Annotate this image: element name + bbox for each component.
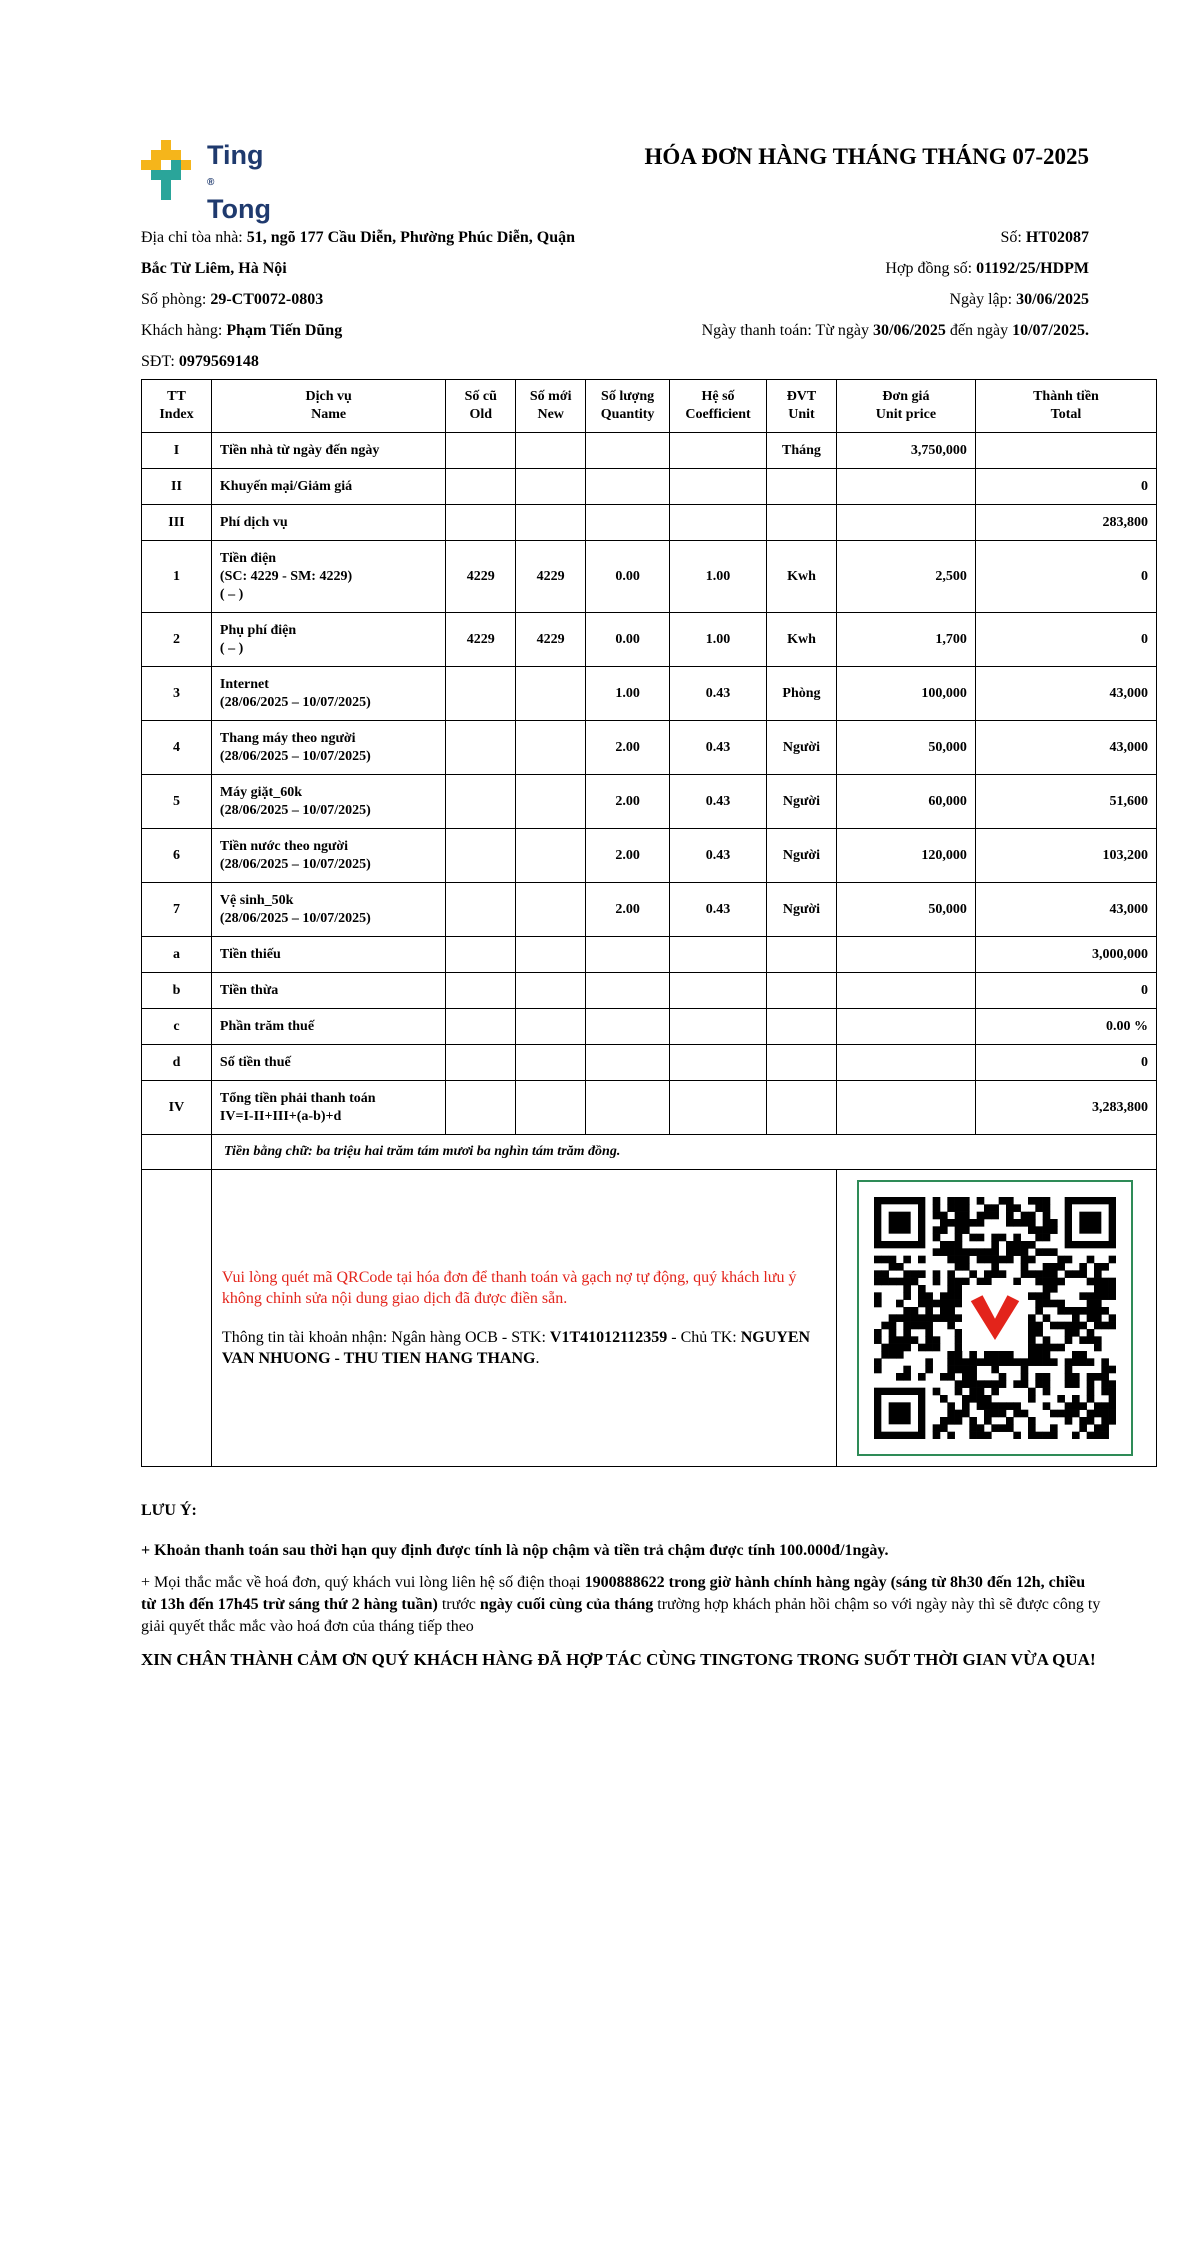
cell-idx: 2 [142,613,212,667]
cell-unit: Người [767,775,837,829]
cell-price: 50,000 [836,883,975,937]
cell-qty: 2.00 [586,829,670,883]
cell-unit [767,937,837,973]
cell-new: 4229 [516,613,586,667]
cell-price: 50,000 [836,721,975,775]
invoice-title: HÓA ĐƠN HÀNG THÁNG THÁNG 07-2025 [644,144,1089,169]
cell-coef [670,433,767,469]
cell-idx: d [142,1045,212,1081]
table-row [142,1009,1157,1045]
cell-total: 43,000 [975,667,1156,721]
logo-wordmark: Ting ® Tong [207,140,271,224]
cell-unit: Người [767,829,837,883]
cell-coef: 0.43 [670,721,767,775]
cell-unit: Kwh [767,613,837,667]
cell-new [516,1081,586,1135]
cell-total: 43,000 [975,721,1156,775]
column-header: Số lượng Quantity [586,380,670,433]
cell-coef [670,937,767,973]
qr-code-icon [874,1197,1116,1439]
table-row [142,775,1157,829]
cell-old [446,829,516,883]
cell-name: Vệ sinh_50k (28/06/2025 – 10/07/2025) [211,883,445,937]
cell-coef: 1.00 [670,613,767,667]
notes-label: LƯU Ý: [141,1502,197,1519]
inquiry-note: + Mọi thắc mắc về hoá đơn, quý khách vui lòng liên hệ số điện thoại 1900888622 trong giờ hành chính hàng ngày (sáng từ 8h30 đến 12h, chiều từ 13h đến 17h45 trừ sáng thứ 2 hàng tuần) trước ngày cuối cùng của tháng trường hợp khách phản hồi chậm so với ngày này thì sẽ được công ty giải quyết thắc mắc vào hoá đơn của tháng tiếp theo [141,1574,1101,1635]
cell-qty [586,1045,670,1081]
cell-name: Tiền thừa [211,973,445,1009]
customer-line: Khách hàng: Phạm Tiến Dũng [141,322,343,339]
column-header: Dịch vụ Name [211,380,445,433]
amount-in-words: Tiền bằng chữ: ba triệu hai trăm tám mươi ba nghìn tám trăm đồng. [211,1135,1156,1170]
address-line1: Địa chỉ tòa nhà: 51, ngõ 177 Cầu Diễn, Phường Phúc Diễn, Quận [141,229,576,246]
table-row [142,829,1157,883]
table-row [142,667,1157,721]
invoice-number-line: Số: HT02087 [1000,229,1089,246]
cell-coef [670,1081,767,1135]
cell-name: Internet (28/06/2025 – 10/07/2025) [211,667,445,721]
cell-coef: 0.43 [670,829,767,883]
cell-old [446,1009,516,1045]
table-row [142,469,1157,505]
cell-unit: Người [767,883,837,937]
cell-idx: IV [142,1081,212,1135]
cell-new [516,937,586,973]
table-row [142,1081,1157,1135]
cell-unit [767,1081,837,1135]
cell-idx: b [142,973,212,1009]
cell-idx: II [142,469,212,505]
cell-old [446,721,516,775]
cell-total: 43,000 [975,883,1156,937]
column-header: Số mới New [516,380,586,433]
cell-total: 0 [975,973,1156,1009]
cell-price [836,505,975,541]
column-header: Hệ số Coefficient [670,380,767,433]
cell-qty: 2.00 [586,775,670,829]
invoice-table [141,379,1157,1467]
payment-period-line: Ngày thanh toán: Từ ngày 30/06/2025 đến ngày 10/07/2025. [701,322,1089,339]
cell-idx: 1 [142,541,212,613]
cell-qty: 0.00 [586,541,670,613]
room-line: Số phòng: 29-CT0072-0803 [141,291,324,308]
table-row [142,433,1157,469]
cell-coef [670,469,767,505]
cell-idx: 3 [142,667,212,721]
cell-new [516,883,586,937]
cell-old [446,1045,516,1081]
cell-qty [586,469,670,505]
cell-new: 4229 [516,541,586,613]
notes-section [141,1500,1101,1671]
cell-coef: 0.43 [670,667,767,721]
cell-name: Tổng tiền phải thanh toán IV=I-II+III+(a-b)+d [211,1081,445,1135]
bank-account-info: Thông tin tài khoản nhận: Ngân hàng OCB - STK: V1T41012112359 - Chủ TK: NGUYEN VAN NHUONG - THU TIEN HANG THANG. [221,1329,811,1367]
cell-name: Số tiền thuế [211,1045,445,1081]
cell-new [516,469,586,505]
payment-instructions [211,1170,836,1467]
column-header: ĐVT Unit [767,380,837,433]
cell-qty [586,973,670,1009]
cell-old [446,433,516,469]
cell-unit: Người [767,721,837,775]
cell-price: 2,500 [836,541,975,613]
cell-qty: 1.00 [586,667,670,721]
cell-new [516,1009,586,1045]
cell-qty: 2.00 [586,721,670,775]
cell-name: Phí dịch vụ [211,505,445,541]
cell-total: 3,000,000 [975,937,1156,973]
logo-mark-icon [141,140,201,202]
cell-total: 0.00 % [975,1009,1156,1045]
cell-name: Máy giặt_60k (28/06/2025 – 10/07/2025) [211,775,445,829]
cell-total: 0 [975,613,1156,667]
cell-coef [670,1045,767,1081]
cell-unit: Phòng [767,667,837,721]
cell-name: Tiền nước theo người (28/06/2025 – 10/07/2025) [211,829,445,883]
qr-notice: Vui lòng quét mã QRCode tại hóa đơn để thanh toán và gạch nợ tự động, quý khách lưu ý không chỉnh sửa nội dung giao dịch đã được điền sẵn. [221,1269,797,1307]
cell-total: 0 [975,541,1156,613]
cell-old [446,1081,516,1135]
cell-new [516,775,586,829]
cell-unit [767,1009,837,1045]
column-header: Số cũ Old [446,380,516,433]
cell-idx: 6 [142,829,212,883]
table-row [142,883,1157,937]
cell-old [446,883,516,937]
cell-price: 3,750,000 [836,433,975,469]
cell-idx: c [142,1009,212,1045]
table-row [142,541,1157,613]
cell-price [836,973,975,1009]
cell-idx: 4 [142,721,212,775]
cell-idx: 5 [142,775,212,829]
invoice-meta [529,222,1089,346]
cell-idx: I [142,433,212,469]
column-header: Thành tiền Total [975,380,1156,433]
cell-unit: Tháng [767,433,837,469]
cell-unit [767,1045,837,1081]
table-row [142,937,1157,973]
cell-price [836,1081,975,1135]
cell-price: 1,700 [836,613,975,667]
cell-price [836,937,975,973]
table-row [142,721,1157,775]
cell-old [446,469,516,505]
cell-name: Tiền điện (SC: 4229 - SM: 4229) ( – ) [211,541,445,613]
cell-qty [586,1081,670,1135]
late-payment-note: + Khoản thanh toán sau thời hạn quy định được tính là nộp chậm và tiền trả chậm được tính 100.000đ/1ngày. [141,1542,889,1559]
cell-coef: 0.43 [670,883,767,937]
cell-coef: 0.43 [670,775,767,829]
cell-name: Thang máy theo người (28/06/2025 – 10/07/2025) [211,721,445,775]
cell-total: 0 [975,469,1156,505]
cell-new [516,973,586,1009]
contract-line: Hợp đồng số: 01192/25/HDPM [885,260,1089,277]
cell-total [975,433,1156,469]
cell-name: Khuyến mại/Giảm giá [211,469,445,505]
cell-unit [767,505,837,541]
column-header: TT Index [142,380,212,433]
amount-in-words-row [142,1135,1157,1170]
cell-qty [586,937,670,973]
cell-qty [586,1009,670,1045]
cell-total: 0 [975,1045,1156,1081]
cell-coef [670,973,767,1009]
table-header-row [142,380,1157,433]
table-row [142,973,1157,1009]
cell-new [516,433,586,469]
issue-date-line: Ngày lập: 30/06/2025 [949,291,1089,308]
table-row [142,505,1157,541]
cell-unit [767,469,837,505]
cell-price [836,1009,975,1045]
cell-old: 4229 [446,613,516,667]
cell-old: 4229 [446,541,516,613]
cell-price [836,469,975,505]
cell-idx: 7 [142,883,212,937]
cell-name: Tiền thiếu [211,937,445,973]
cell-new [516,721,586,775]
cell-name: Phụ phí điện ( – ) [211,613,445,667]
cell-old [446,505,516,541]
table-row [142,613,1157,667]
cell-old [446,775,516,829]
cell-old [446,667,516,721]
table-body [142,433,1157,1467]
cell-new [516,829,586,883]
cell-new [516,1045,586,1081]
cell-name: Tiền nhà từ ngày đến ngày [211,433,445,469]
address-line2: Bắc Từ Liêm, Hà Nội [141,260,287,277]
cell-coef [670,1009,767,1045]
cell-price: 60,000 [836,775,975,829]
cell-total: 3,283,800 [975,1081,1156,1135]
column-header: Đơn giá Unit price [836,380,975,433]
cell-qty [586,505,670,541]
qr-cell [836,1170,1156,1467]
thank-you-message: XIN CHÂN THÀNH CẢM ƠN QUÝ KHÁCH HÀNG ĐÃ HỢP TÁC CÙNG TINGTONG TRONG SUỐT THỜI GIAN VỪA QUA! [141,1650,1096,1669]
cell-name: Phần trăm thuế [211,1009,445,1045]
cell-total: 103,200 [975,829,1156,883]
cell-price: 100,000 [836,667,975,721]
cell-qty: 0.00 [586,613,670,667]
cell-price [836,1045,975,1081]
cell-unit [767,973,837,1009]
cell-total: 51,600 [975,775,1156,829]
cell-coef [670,505,767,541]
payment-qr-code[interactable] [857,1180,1133,1456]
phone-line: SĐT: 0979569148 [141,353,259,370]
tingtong-logo [141,140,301,224]
qr-payment-row [142,1170,1157,1467]
cell-unit: Kwh [767,541,837,613]
cell-qty [586,433,670,469]
cell-new [516,505,586,541]
cell-idx: a [142,937,212,973]
cell-idx: III [142,505,212,541]
cell-qty: 2.00 [586,883,670,937]
cell-new [516,667,586,721]
cell-old [446,973,516,1009]
cell-coef: 1.00 [670,541,767,613]
cell-total: 283,800 [975,505,1156,541]
cell-price: 120,000 [836,829,975,883]
cell-old [446,937,516,973]
table-row [142,1045,1157,1081]
